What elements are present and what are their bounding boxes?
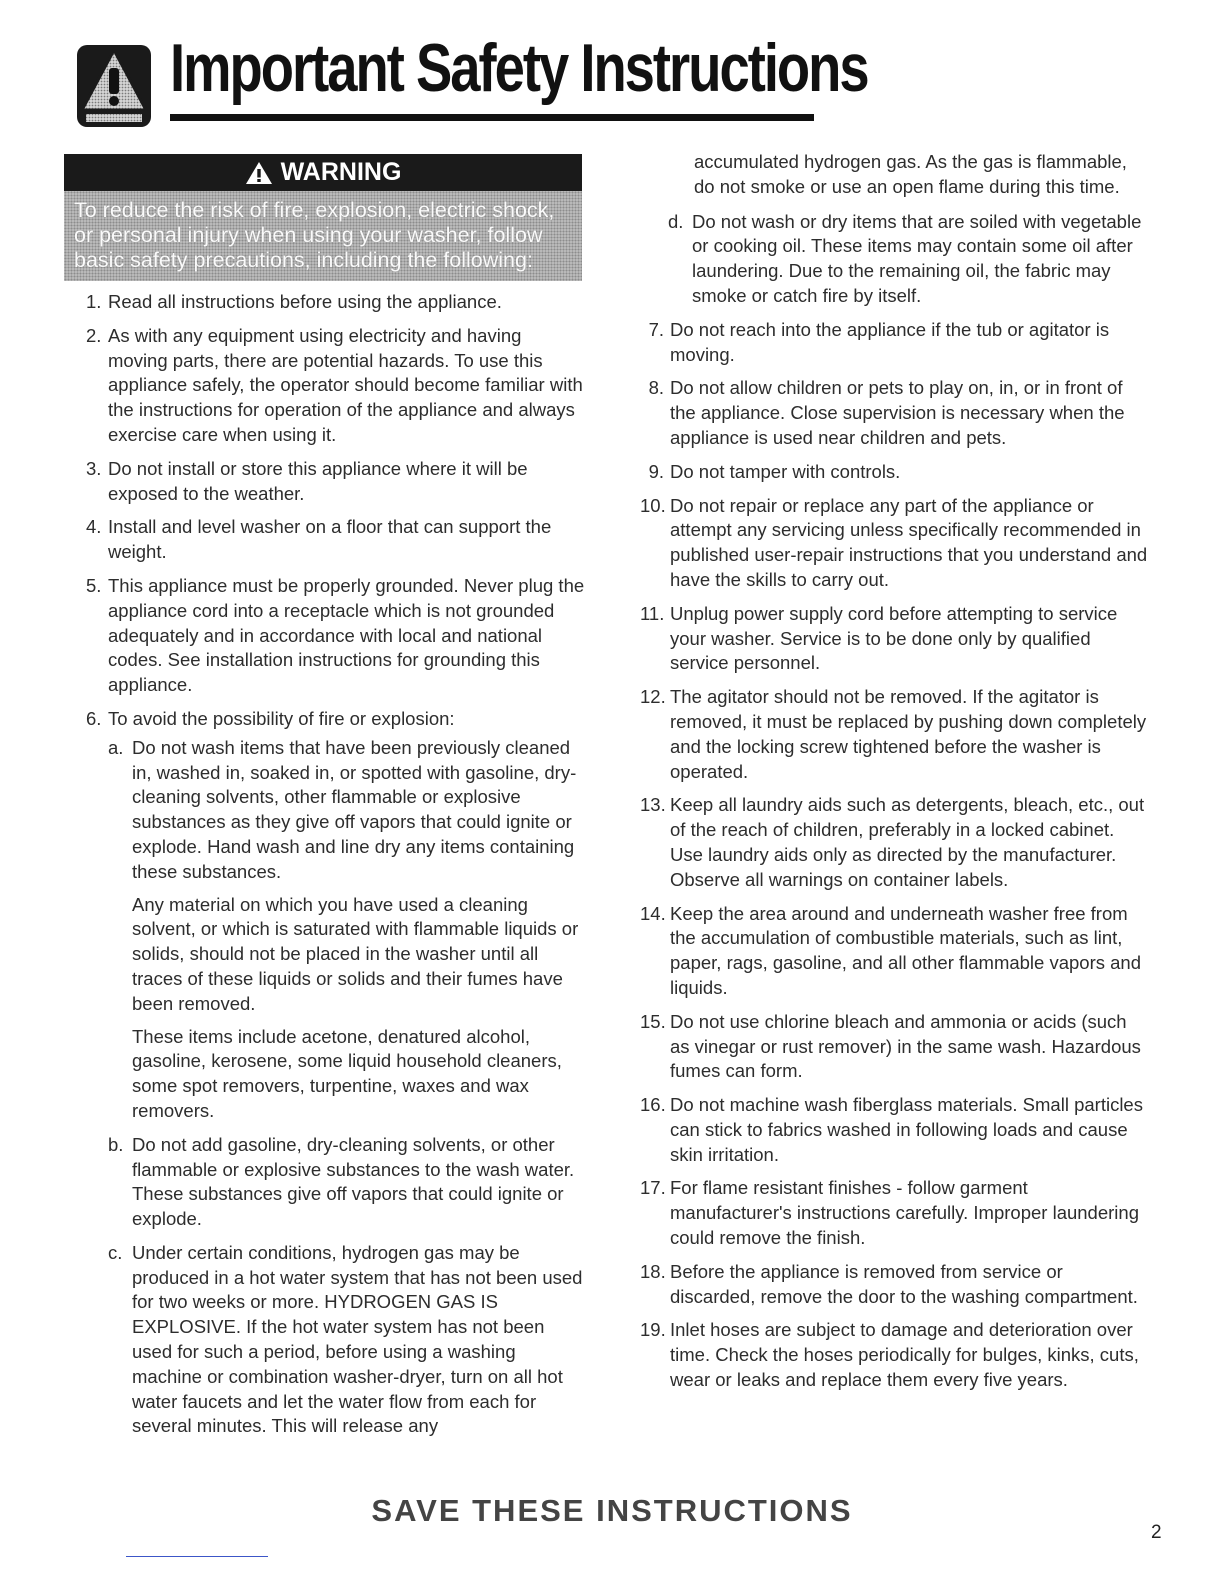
sub-item-letter: c. [108, 1241, 123, 1263]
warning-triangle-icon [245, 161, 273, 185]
list-item [640, 602, 1148, 676]
item-number: 3. [86, 457, 102, 479]
left-column [86, 290, 586, 1448]
item-number: 4. [86, 516, 102, 538]
list-item [640, 793, 1148, 892]
sub-item-text: Do not wash items that have been previously cleaned in, washed in, soaked in, or spotted with gasoline, dry-cleaning solvents, other flammable or explosive substances as they give off vapors that could ignite or explode. Hand wash and line dry any items containing these substances. [132, 736, 577, 882]
sub-item-text: Under certain conditions, hydrogen gas may be produced in a hot water system that has not been used for two weeks or more. HYDROGEN GAS IS EXPLOSIVE. If the hot water system has not been used for such a period, before using a washing machine or combination washer-dryer, turn on all hot water faucets and let the water flow from each for several minutes. This will release any [132, 1241, 583, 1437]
item-text: Do not install or store this appliance where it will be exposed to the weather. [108, 457, 528, 504]
page-title: Important Safety Instructions [170, 30, 868, 106]
item-number: 7. [648, 318, 664, 340]
item-text: Before the appliance is removed from service or discarded, remove the door to the washing compartment. [670, 1260, 1138, 1307]
item-number: 19. [640, 1319, 666, 1341]
list-item [640, 902, 1148, 1001]
item-number: 8. [648, 377, 664, 399]
item-number: 5. [86, 574, 102, 596]
title-underline [170, 114, 814, 121]
list-item [640, 685, 1148, 784]
sub-item-text: Do not add gasoline, dry-cleaning solvents, or other flammable or explosive substances to the wash water. These substances give off vapors that could ignite or explode. [132, 1133, 575, 1230]
item-text: Do not use chlorine bleach and ammonia or acids (such as vinegar or rust remover) in the same wash. Hazardous fumes can form. [670, 1010, 1141, 1082]
item-text: Read all instructions before using the appliance. [108, 291, 502, 312]
sub-item-text: Do not wash or dry items that are soiled with vegetable or cooking oil. These items may contain some oil after laundering. Due to the remaining oil, the fabric may smoke or catch fire by itself. [692, 210, 1142, 306]
item-text: Inlet hoses are subject to damage and deterioration over time. Check the hoses periodically for bulges, kinks, cuts, wear or leaks and replace them every five years. [670, 1319, 1139, 1391]
warning-text: To reduce the risk of fire, explosion, electric shock, or personal injury when using your washer, follow basic safety precautions, including the following: [64, 191, 582, 281]
list-item [640, 1318, 1148, 1392]
item-number: 1. [86, 291, 102, 312]
item-text: Keep all laundry aids such as detergents, bleach, etc., out of the reach of children, preferably in a locked cabinet. Use laundry aids only as directed by the manufacturer. Observe all warnings on container labels. [670, 794, 1145, 890]
item-number: 16. [640, 1094, 666, 1116]
page-number: 2 [1151, 1522, 1162, 1543]
item-text: As with any equipment using electricity and having moving parts, there are potential hazards. To use this appliance safely, the operator should become familiar with the instructions for operation of the appliance and always exercise care when using it. [108, 324, 583, 445]
item-text: To avoid the possibility of fire or explosion: [108, 707, 455, 729]
save-instructions-banner: SAVE THESE INSTRUCTIONS [371, 1493, 853, 1528]
list-item [640, 460, 1148, 485]
item-text: The agitator should not be removed. If the agitator is removed, it must be replaced by pushing down completely and the locking screw tightened before the washer is operated. [670, 686, 1147, 782]
item-number: 14. [640, 902, 666, 924]
warning-header [64, 154, 582, 191]
sub-item-b [86, 1133, 586, 1232]
item-text: Do not machine wash fiberglass materials. Small particles can stick to fabrics washed in following loads and cause skin irritation. [670, 1094, 1143, 1165]
item-text: Do not repair or replace any part of the appliance or attempt any servicing unless specifically recommended in published user-repair instructions that you understand and have the skills to carry out. [670, 494, 1148, 590]
list-item [640, 376, 1148, 450]
warning-label: WARNING [280, 158, 402, 186]
item-text: Keep the area around and underneath washer free from the accumulation of combustible materials, such as lint, paper, rags, gasoline, and all other flammable vapors and liquids. [670, 902, 1142, 998]
list-item [86, 707, 586, 732]
item-text: Unplug power supply cord before attempting to service your washer. Service is to be done only by qualified service personnel. [670, 602, 1118, 674]
list-item [86, 457, 586, 507]
item-number: 12. [640, 686, 666, 708]
sub-item-a [86, 736, 586, 1124]
item-number: 18. [640, 1260, 666, 1282]
item-text: For flame resistant finishes - follow garment manufacturer's instructions carefully. Improper laundering could remove the finish. [670, 1177, 1139, 1249]
item-text: Do not reach into the appliance if the tub or agitator is moving. [670, 318, 1110, 365]
item-text: Do not tamper with controls. [670, 460, 901, 482]
sub-item-c [86, 1241, 586, 1439]
item-number: 13. [640, 794, 666, 816]
list-item [640, 494, 1148, 593]
sub-item-paragraph: Any material on which you have used a cleaning solvent, or which is saturated with flammable liquids or solids, should not be placed in the washer until all traces of these liquids or solids and their fumes have been removed. [132, 893, 579, 1014]
sub-item-letter: a. [108, 736, 124, 758]
safety-alert-icon [76, 44, 152, 128]
warning-box [64, 154, 582, 281]
item-number: 15. [640, 1010, 666, 1032]
list-item [86, 324, 586, 448]
sub-item-paragraph: These items include acetone, denatured alcohol, gasoline, kerosene, some liquid household cleaners, some spot removers, turpentine, waxes and wax removers. [132, 1025, 562, 1121]
sub-item-c-continuation: accumulated hydrogen gas. As the gas is flammable, do not smoke or use an open flame during this time. [694, 151, 1127, 197]
sub-item-letter: d. [668, 210, 684, 232]
list-item [86, 574, 586, 698]
list-item [86, 515, 586, 565]
item-text: Install and level washer on a floor that can support the weight. [108, 516, 552, 563]
list-item [640, 1176, 1148, 1250]
item-number: 17. [640, 1177, 666, 1199]
right-column [640, 150, 1148, 1402]
list-item [640, 1260, 1148, 1310]
item-number: 6. [86, 707, 102, 729]
item-number: 11. [640, 602, 665, 624]
list-item [86, 290, 586, 315]
list-item [640, 1093, 1148, 1167]
item-number: 2. [86, 324, 102, 346]
item-number: 10. [640, 494, 666, 516]
list-item [640, 1010, 1148, 1084]
item-text: Do not allow children or pets to play on, in, or in front of the appliance. Close supervision is necessary when the appliance is used near children and pets. [670, 377, 1125, 448]
item-number: 9. [648, 460, 664, 482]
list-item [640, 318, 1148, 368]
sub-item-letter: b. [108, 1133, 124, 1155]
item-text: This appliance must be properly grounded. Never plug the appliance cord into a receptacle which is not grounded adequately and in accordance with local and national codes. See installation instructions for grounding this appliance. [108, 574, 585, 696]
sub-item-d [640, 210, 1148, 309]
bottom-rule [126, 1556, 268, 1557]
